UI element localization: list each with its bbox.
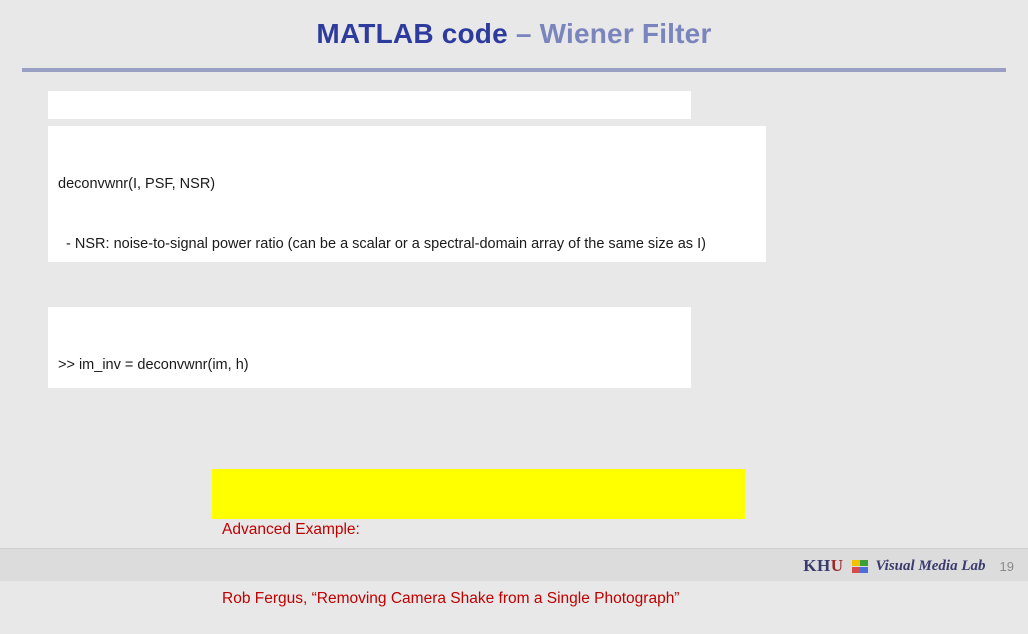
khu-logo-prefix: KH (803, 556, 831, 575)
matlab-doc-command-block (48, 91, 691, 119)
advanced-example-callout (212, 469, 745, 607)
code-line: deconvwnr(I, PSF, NSR) (58, 176, 216, 192)
lab-name: Visual Media Lab (875, 557, 986, 574)
khu-logo-mark: U (830, 556, 844, 575)
callout-line: Rob Fergus, “Removing Camera Shake from a Single Photograph” (222, 589, 680, 607)
matlab-help-output-block (48, 126, 766, 262)
callout-line: Advanced Example: (222, 520, 360, 538)
page-title-sub: – Wiener Filter (515, 18, 712, 49)
title-divider (22, 68, 1006, 72)
page-title (0, 18, 1028, 50)
code-line: >> im_inv = deconvwnr(im, h) (58, 357, 249, 373)
page-title-main: MATLAB code (316, 18, 516, 49)
visual-media-lab-icon (852, 560, 868, 573)
khu-logo (803, 556, 843, 576)
matlab-run-command-block (48, 307, 691, 388)
code-line: - NSR: noise-to-signal power ratio (can be a scalar or a spectral-domain array of the same size as I) (58, 236, 706, 252)
footer-bar (0, 548, 1028, 581)
page-number: 19 (999, 558, 1014, 574)
footer-content (803, 556, 1014, 576)
